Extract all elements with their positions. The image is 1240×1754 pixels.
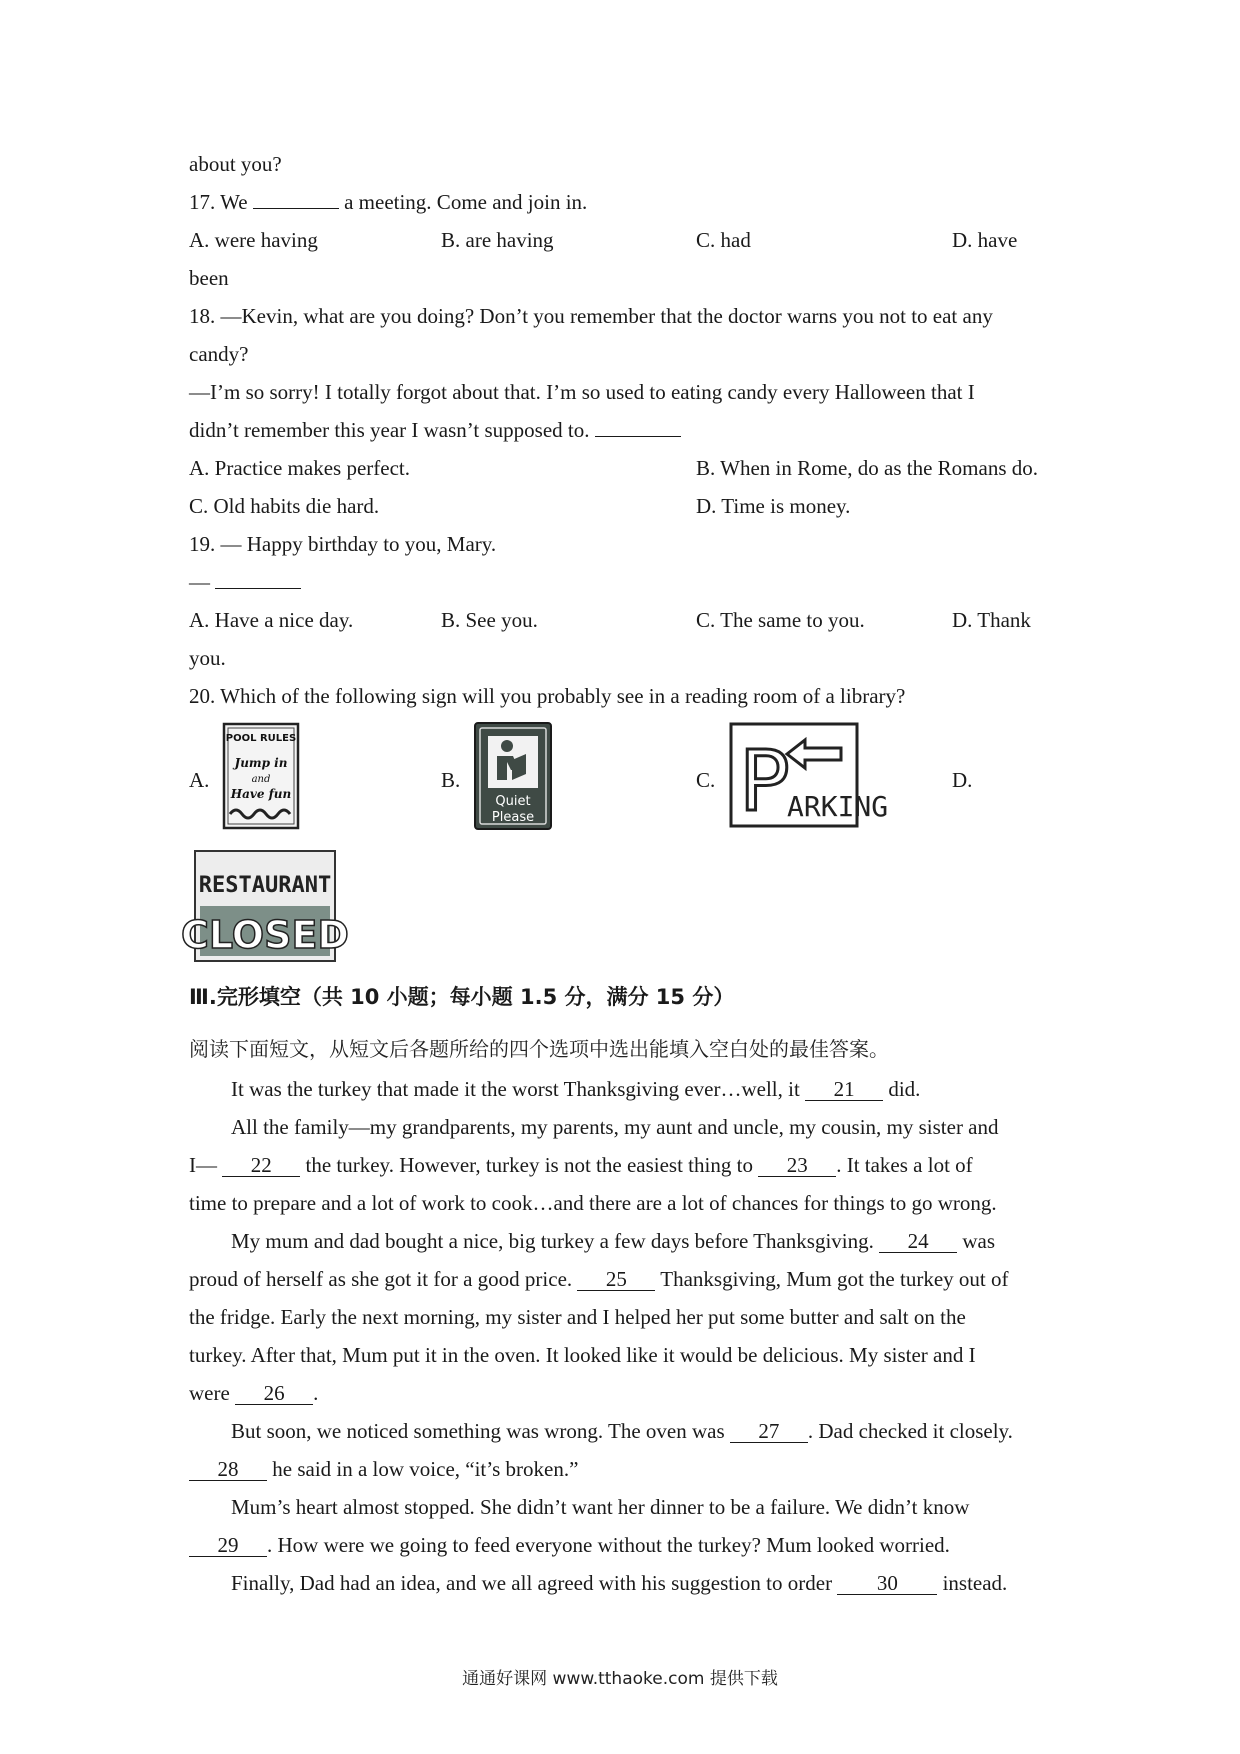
blank-29: 29 <box>189 1534 267 1557</box>
quiet-please-sign <box>474 722 552 830</box>
passage-text: I— <box>189 1153 217 1177</box>
option-a: A. Have a nice day. <box>189 608 354 632</box>
blank-24: 24 <box>879 1230 957 1253</box>
passage-text: It was the turkey that made it the worst Thanksgiving ever…well, it <box>231 1077 800 1101</box>
text-line: about you? <box>189 152 282 176</box>
answer-blank <box>215 588 301 589</box>
option-c: C. The same to you. <box>696 608 865 632</box>
passage-line <box>189 1152 973 1178</box>
question-17 <box>189 189 587 215</box>
option-d: D. <box>952 768 973 792</box>
blank-28: 28 <box>189 1458 267 1481</box>
option-b: B. See you. <box>441 608 538 632</box>
blank-21: 21 <box>805 1078 883 1101</box>
sign-text: Quiet <box>495 794 531 809</box>
sign-text: ARKING <box>787 790 889 823</box>
passage-line: turkey. After that, Mum put it in the oven. It looked like it would be delicious. My sister and I <box>189 1343 976 1367</box>
q17-stem-rest: a meeting. Come and join in. <box>344 190 588 214</box>
passage-line: Mum’s heart almost stopped. She didn’t want her dinner to be a failure. We didn’t know <box>231 1495 970 1519</box>
restaurant-closed-sign <box>181 850 349 962</box>
option-b: B. <box>441 768 461 792</box>
text-line: been <box>189 266 229 290</box>
passage-text: were <box>189 1381 230 1405</box>
passage-text: My mum and dad bought a nice, big turkey a few days before Thanksgiving. <box>231 1229 874 1253</box>
passage-line: time to prepare and a lot of work to cook…and there are a lot of chances for things to go wrong. <box>189 1191 997 1215</box>
passage-line: the fridge. Early the next morning, my sister and I helped her put some butter and salt on the <box>189 1305 966 1329</box>
passage-text: Thanksgiving, Mum got the turkey out of <box>660 1267 1009 1291</box>
sign-text: Have fun <box>230 787 292 801</box>
text-line <box>189 417 681 443</box>
blank-27: 27 <box>730 1420 808 1443</box>
option-a: A. Practice makes perfect. <box>189 456 410 480</box>
passage-text: instead. <box>942 1571 1008 1595</box>
passage-text: . It takes a lot of <box>836 1153 973 1177</box>
blank-26: 26 <box>235 1382 313 1405</box>
passage-line <box>231 1228 995 1254</box>
passage-text: . Dad checked it closely. <box>807 1419 1013 1443</box>
text-line: —I’m so sorry! I totally forgot about that. I’m so used to eating candy every Halloween that I <box>189 380 975 404</box>
sign-text: Please <box>491 810 535 825</box>
passage-text: . How were we going to feed everyone without the turkey? Mum looked worried. <box>267 1533 950 1557</box>
question-19: 19. — Happy birthday to you, Mary. <box>189 532 497 556</box>
passage-line <box>231 1076 920 1102</box>
parking-sign <box>729 722 889 830</box>
option-c: C. <box>696 768 716 792</box>
passage-line <box>189 1532 950 1558</box>
answer-blank <box>253 208 339 209</box>
passage-line <box>189 1380 318 1406</box>
passage-text: he said in a low voice, “it’s broken.” <box>272 1457 579 1481</box>
passage-text: . <box>313 1381 319 1405</box>
dash: — <box>189 570 210 594</box>
sign-text: Jump in <box>234 756 288 770</box>
reading-person-icon <box>488 736 538 788</box>
option-d: D. Thank <box>952 608 1031 632</box>
sign-text: and <box>251 774 271 785</box>
q18-stem-end: didn’t remember this year I wasn’t supposed to. <box>189 418 590 442</box>
text-line: you. <box>189 646 226 670</box>
section-heading: Ⅲ.完形填空（共 10 小题；每小题 1.5 分，满分 15 分） <box>189 985 735 1009</box>
option-b: B. When in Rome, do as the Romans do. <box>696 456 1038 480</box>
q17-stem: 17. We <box>189 190 248 214</box>
text-line <box>189 569 301 595</box>
question-18: 18. —Kevin, what are you doing? Don’t you remember that the doctor warns you not to eat any <box>189 304 993 328</box>
pool-rules-sign <box>222 722 300 830</box>
passage-text: the turkey. However, turkey is not the easiest thing to <box>305 1153 753 1177</box>
passage-text: Finally, Dad had an idea, and we all agreed with his suggestion to order <box>231 1571 833 1595</box>
sign-text: CLOSED <box>181 913 349 957</box>
passage-line <box>189 1266 1008 1292</box>
passage-text: But soon, we noticed something was wrong. The oven was <box>231 1419 725 1443</box>
option-d: D. Time is money. <box>696 494 851 518</box>
option-c: C. Old habits die hard. <box>189 494 380 518</box>
blank-22: 22 <box>222 1154 300 1177</box>
passage-line <box>231 1418 1013 1444</box>
option-b: B. are having <box>441 228 554 252</box>
option-a: A. <box>189 768 210 792</box>
passage-line <box>231 1570 1007 1596</box>
option-a: A. were having <box>189 228 318 252</box>
blank-23: 23 <box>758 1154 836 1177</box>
sign-text: POOL RULES <box>225 733 297 744</box>
passage-text: did. <box>888 1077 921 1101</box>
parking-letter: P <box>739 732 790 830</box>
passage-text: was <box>962 1229 996 1253</box>
passage-line <box>189 1456 578 1482</box>
text-line: candy? <box>189 342 249 366</box>
question-20: 20. Which of the following sign will you probably see in a reading room of a library? <box>189 684 906 708</box>
blank-25: 25 <box>577 1268 655 1291</box>
page-footer: 通通好课网 www.tthaoke.com 提供下载 <box>462 1669 778 1689</box>
blank-30: 30 <box>837 1572 937 1595</box>
option-d: D. have <box>952 228 1018 252</box>
passage-line: All the family—my grandparents, my parents, my aunt and uncle, my cousin, my sister and <box>231 1115 999 1139</box>
answer-blank <box>595 436 681 437</box>
passage-text: proud of herself as she got it for a good price. <box>189 1267 573 1291</box>
sign-text: RESTAURANT <box>198 873 332 898</box>
section-instruction: 阅读下面短文，从短文后各题所给的四个选项中选出能填入空白处的最佳答案。 <box>189 1037 889 1061</box>
option-c: C. had <box>696 228 751 252</box>
